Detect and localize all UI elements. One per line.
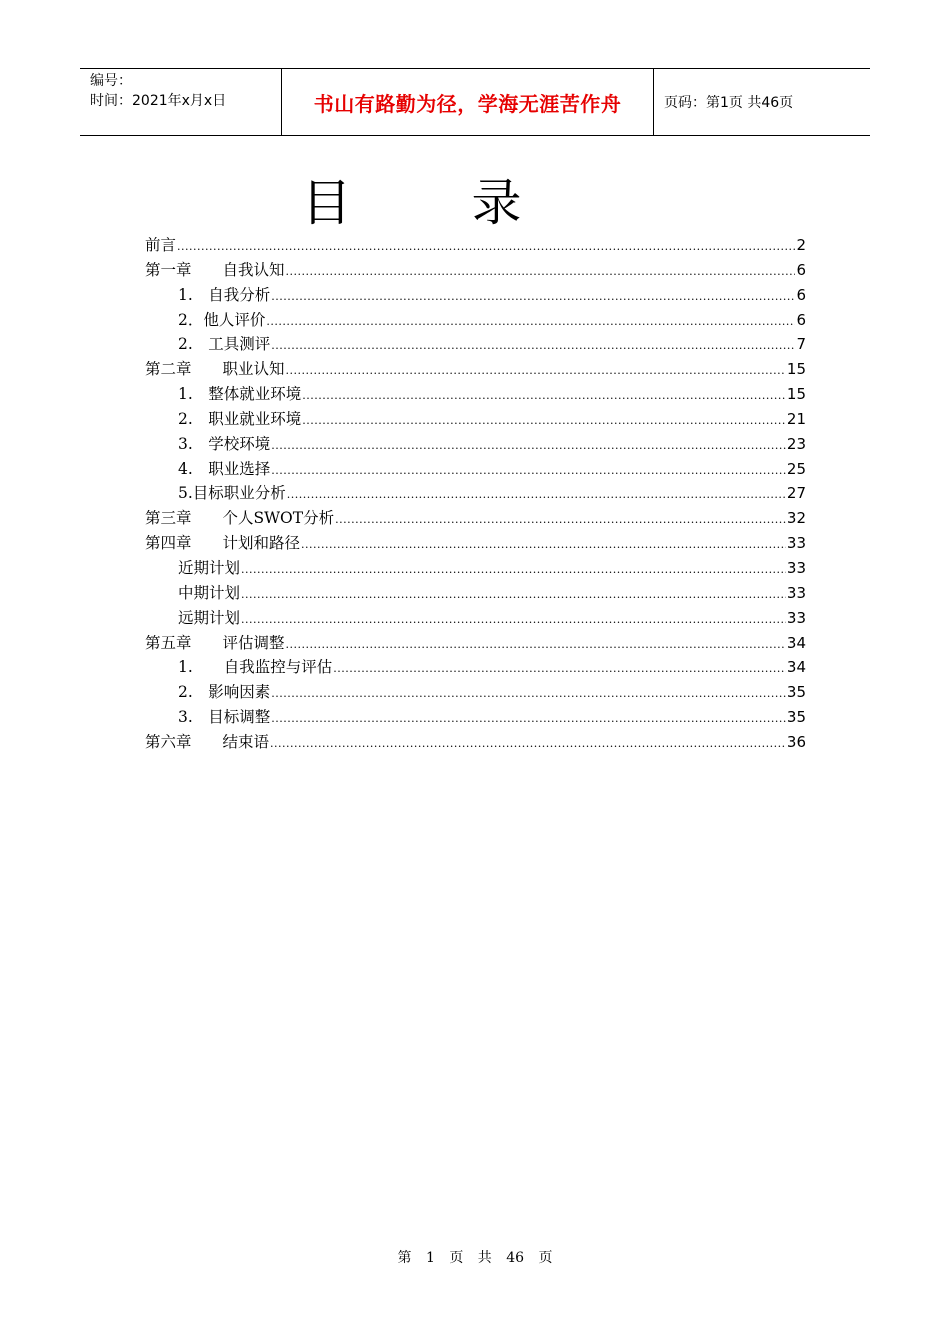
footer-total-pages: 46 [506, 1250, 525, 1266]
number-label: 编号： [90, 73, 132, 89]
toc-entry-page: 27 [786, 484, 806, 503]
toc-entry-page: 6 [796, 285, 806, 304]
toc-entry-label: 第五章 评估调整 [145, 633, 285, 652]
table-of-contents [145, 233, 806, 755]
toc-entry-label: 中期计划 [178, 583, 241, 602]
footer-prefix: 第 [397, 1250, 412, 1266]
toc-entry-label: 近期计划 [178, 558, 241, 577]
toc-entry[interactable] [145, 407, 806, 432]
toc-entry[interactable] [145, 531, 806, 556]
toc-entry-page: 33 [786, 558, 806, 577]
footer-mid2: 共 [477, 1250, 492, 1266]
toc-entry-label: 5.目标职业分析 [178, 484, 286, 503]
toc-entry-label: 前言 [145, 236, 177, 254]
toc-entry-page: 15 [786, 360, 806, 379]
toc-entry-page: 33 [786, 583, 806, 602]
toc-entry[interactable] [145, 357, 806, 382]
toc-entry-page: 21 [786, 409, 806, 428]
toc-dot-leader [301, 538, 786, 551]
toc-entry-label: 第二章 职业认知 [145, 360, 285, 379]
toc-dot-leader [286, 265, 796, 278]
toc-entry-page: 7 [796, 335, 806, 354]
toc-dot-leader [271, 439, 786, 452]
toc-entry-page: 33 [786, 608, 806, 627]
toc-entry-page: 35 [786, 683, 806, 702]
toc-entry-label: 2. 影响因素 [178, 683, 271, 702]
toc-entry[interactable] [145, 457, 806, 482]
toc-dot-leader [241, 563, 786, 576]
toc-entry[interactable] [145, 481, 806, 506]
toc-entry-page: 36 [786, 732, 806, 751]
toc-entry-label: 3. 学校环境 [178, 434, 271, 453]
date-label: 时间：2021年x月x日 [90, 93, 227, 109]
footer-current-page: 1 [425, 1250, 435, 1266]
toc-entry-label: 第四章 计划和路径 [145, 534, 301, 553]
toc-entry-page: 33 [786, 534, 806, 553]
toc-entry-label: 3. 目标调整 [178, 708, 271, 727]
toc-dot-leader [177, 240, 795, 253]
toc-dot-leader [302, 389, 786, 402]
toc-entry[interactable] [145, 730, 806, 755]
footer-mid1: 页 [449, 1250, 464, 1266]
toc-dot-leader [302, 414, 786, 427]
toc-entry-label: 第三章 个人SWOT分析 [145, 509, 335, 528]
toc-entry[interactable] [145, 581, 806, 606]
toc-entry[interactable] [145, 283, 806, 308]
toc-entry-page: 35 [786, 708, 806, 727]
toc-entry-page: 23 [786, 434, 806, 453]
toc-dot-leader [271, 290, 795, 303]
toc-entry[interactable] [145, 506, 806, 531]
toc-entry-label: 1. 自我监控与评估 [178, 658, 333, 677]
toc-dot-leader [335, 513, 786, 526]
page-title: 目 录 [301, 174, 574, 232]
toc-dot-leader [287, 488, 786, 501]
toc-entry-page: 2 [796, 236, 806, 254]
toc-dot-leader [286, 638, 786, 651]
page-footer [0, 1247, 950, 1267]
header-motto-cell [282, 69, 654, 135]
toc-entry-page: 15 [786, 385, 806, 404]
toc-entry-label: 1. 整体就业环境 [178, 385, 302, 404]
toc-entry-label: 远期计划 [178, 608, 241, 627]
toc-entry-label: 1. 自我分析 [178, 285, 271, 304]
toc-entry[interactable] [145, 382, 806, 407]
toc-dot-leader [241, 588, 786, 601]
toc-dot-leader [270, 737, 786, 750]
header-page-cell [654, 69, 870, 135]
toc-dot-leader [266, 315, 795, 328]
toc-entry[interactable] [145, 705, 806, 730]
document-header [80, 68, 870, 136]
toc-dot-leader [271, 687, 786, 700]
toc-entry[interactable] [145, 332, 806, 357]
toc-entry[interactable] [145, 233, 806, 258]
toc-dot-leader [271, 339, 795, 352]
toc-entry-label: 2. 工具测评 [178, 335, 271, 354]
toc-dot-leader [271, 464, 786, 477]
motto-text: 书山有路勤为径，学海无涯苦作舟 [313, 91, 622, 116]
toc-entry-label: 2. 职业就业环境 [178, 409, 302, 428]
toc-dot-leader [333, 662, 786, 675]
toc-entry[interactable] [145, 556, 806, 581]
toc-entry-label: 第一章 自我认知 [145, 260, 285, 279]
header-meta-cell [80, 69, 282, 135]
page-info: 页码：第1页 共46页 [664, 95, 794, 111]
toc-entry[interactable] [145, 655, 806, 680]
toc-dot-leader [286, 364, 786, 377]
toc-entry[interactable] [145, 258, 806, 283]
toc-entry-label: 4. 职业选择 [178, 459, 271, 478]
toc-entry[interactable] [145, 680, 806, 705]
toc-entry[interactable] [145, 308, 806, 333]
toc-entry[interactable] [145, 432, 806, 457]
toc-entry[interactable] [145, 606, 806, 631]
footer-suffix: 页 [538, 1250, 553, 1266]
toc-entry-label: 第六章 结束语 [145, 732, 270, 751]
toc-dot-leader [241, 613, 786, 626]
toc-entry-page: 34 [786, 658, 806, 677]
toc-entry-page: 6 [796, 310, 806, 329]
toc-entry-page: 6 [796, 260, 806, 279]
toc-entry-page: 32 [786, 509, 806, 528]
toc-entry[interactable] [145, 631, 806, 656]
toc-entry-page: 34 [786, 633, 806, 652]
toc-entry-label: 2．他人评价 [178, 310, 266, 329]
toc-dot-leader [271, 712, 786, 725]
toc-entry-page: 25 [786, 459, 806, 478]
